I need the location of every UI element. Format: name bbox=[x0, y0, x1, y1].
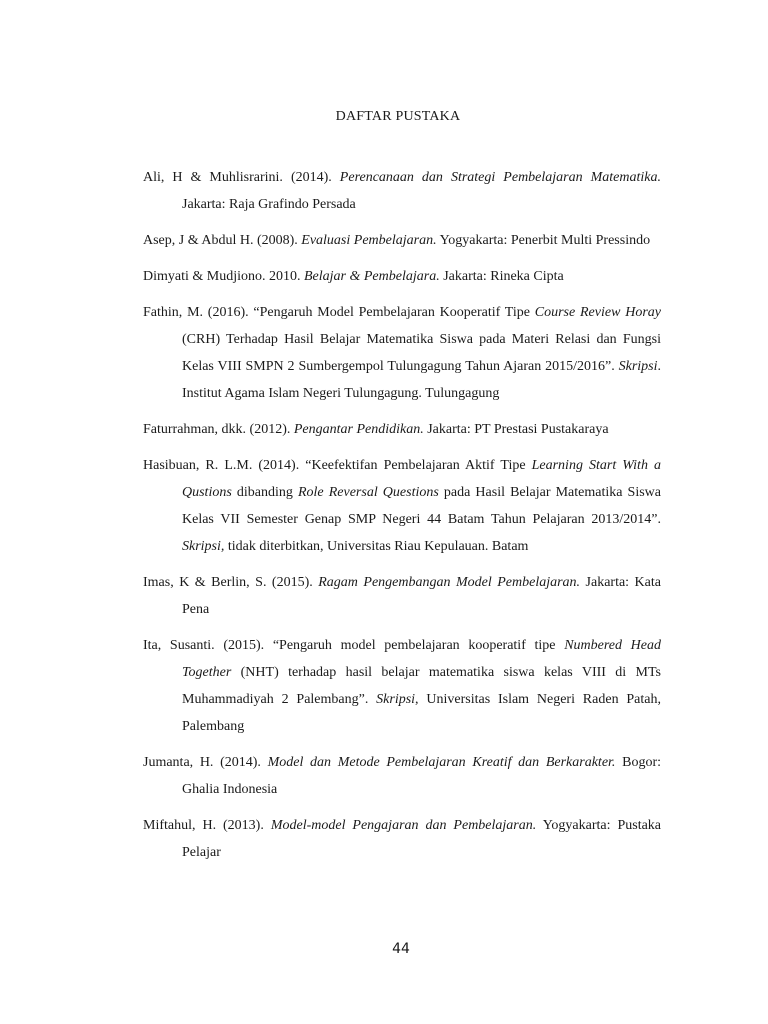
reference-italic-text: Model dan Metode Pembelajaran Kreatif dan Berkarakter. bbox=[267, 755, 616, 770]
reference-text: Jakarta: PT Prestasi Pustakaraya bbox=[423, 422, 609, 437]
reference-entry bbox=[143, 452, 661, 560]
reference-text: Jumanta, H. (2014). bbox=[143, 755, 268, 770]
reference-text: Jakarta: Raja Grafindo Persada bbox=[182, 197, 356, 212]
reference-entry bbox=[143, 812, 661, 866]
reference-text: Bogor: Ghalia Indonesia bbox=[182, 755, 661, 797]
reference-text: pada Hasil Belajar Matematika Siswa Kelas VII Semester Genap SMP Negeri 44 Batam Tahun Pelajaran 2013/2014”. bbox=[182, 485, 661, 527]
reference-italic-text: Perencanaan dan Strategi Pembelajaran Matematika. bbox=[339, 170, 661, 185]
reference-italic-text: Skripsi bbox=[618, 359, 658, 374]
reference-entry bbox=[143, 299, 661, 407]
reference-text: (CRH) Terhadap Hasil Belajar Matematika Siswa pada Materi Relasi dan Fungsi Kelas VIII SMPN 2 Sumbergempol Tulungagung Tahun Ajaran 2015/2016”. bbox=[182, 332, 661, 374]
reference-text: Dimyati & Mudjiono. 2010. bbox=[143, 269, 304, 284]
reference-entry bbox=[143, 749, 661, 803]
reference-text: Faturrahman, dkk. (2012). bbox=[143, 422, 294, 437]
reference-italic-text: Numbered Head Together bbox=[182, 638, 661, 680]
reference-italic-text: Role Reversal Questions bbox=[297, 485, 439, 500]
reference-italic-text: Belajar & Pembelajara. bbox=[304, 269, 440, 284]
reference-italic-text: Skripsi, bbox=[182, 539, 225, 554]
reference-text: Imas, K & Berlin, S. (2015). bbox=[143, 575, 319, 590]
reference-text: . Institut Agama Islam Negeri Tulungagung. Tulungagung bbox=[182, 359, 661, 401]
reference-entry bbox=[143, 569, 661, 623]
reference-italic-text: Learning Start With a Qustions bbox=[182, 458, 661, 500]
reference-italic-text: Model-model Pengajaran dan Pembelajaran. bbox=[270, 818, 537, 833]
reference-text: Asep, J & Abdul H. (2008). bbox=[143, 233, 302, 248]
reference-entry bbox=[143, 263, 661, 290]
reference-italic-text: Pengantar Pendidikan. bbox=[293, 422, 424, 437]
page-title: DAFTAR PUSTAKA bbox=[335, 109, 461, 124]
reference-text: , Universitas Islam Negeri Raden Patah, Palembang bbox=[182, 692, 661, 734]
reference-entry bbox=[143, 164, 661, 218]
reference-entry bbox=[143, 227, 661, 254]
reference-entry bbox=[143, 416, 661, 443]
reference-italic-text: Ragam Pengembangan Model Pembelajaran. bbox=[318, 575, 581, 590]
reference-italic-text: Evaluasi Pembelajaran. bbox=[301, 233, 437, 248]
reference-text: Ita, Susanti. (2015). “Pengaruh model pembelajaran kooperatif tipe bbox=[143, 638, 565, 653]
reference-list bbox=[143, 164, 661, 875]
reference-text: Hasibuan, R. L.M. (2014). “Keefektifan Pembelajaran Aktif Tipe bbox=[143, 458, 532, 473]
reference-text: Yogyakarta: Penerbit Multi Pressindo bbox=[436, 233, 651, 248]
reference-text: dibanding bbox=[231, 485, 298, 500]
reference-text: Jakarta: Rineka Cipta bbox=[439, 269, 564, 284]
page-number: 44 bbox=[392, 941, 410, 957]
reference-text: Ali, H & Muhlisrarini. (2014). bbox=[143, 170, 340, 185]
reference-italic-text: Course Review Horay bbox=[534, 305, 661, 320]
reference-text: (NHT) terhadap hasil belajar matematika siswa kelas VIII di MTs Muhammadiyah 2 Palembang”. bbox=[182, 665, 661, 707]
reference-text: Miftahul, H. (2013). bbox=[143, 818, 271, 833]
reference-text: Yogyakarta: Pustaka Pelajar bbox=[182, 818, 662, 860]
reference-entry bbox=[143, 632, 661, 740]
reference-italic-text: Skripsi bbox=[376, 692, 416, 707]
reference-text: Fathin, M. (2016). “Pengaruh Model Pembelajaran Kooperatif Tipe bbox=[143, 305, 535, 320]
reference-text: Jakarta: Kata Pena bbox=[182, 575, 661, 617]
reference-text: tidak diterbitkan, Universitas Riau Kepulauan. Batam bbox=[224, 539, 529, 554]
